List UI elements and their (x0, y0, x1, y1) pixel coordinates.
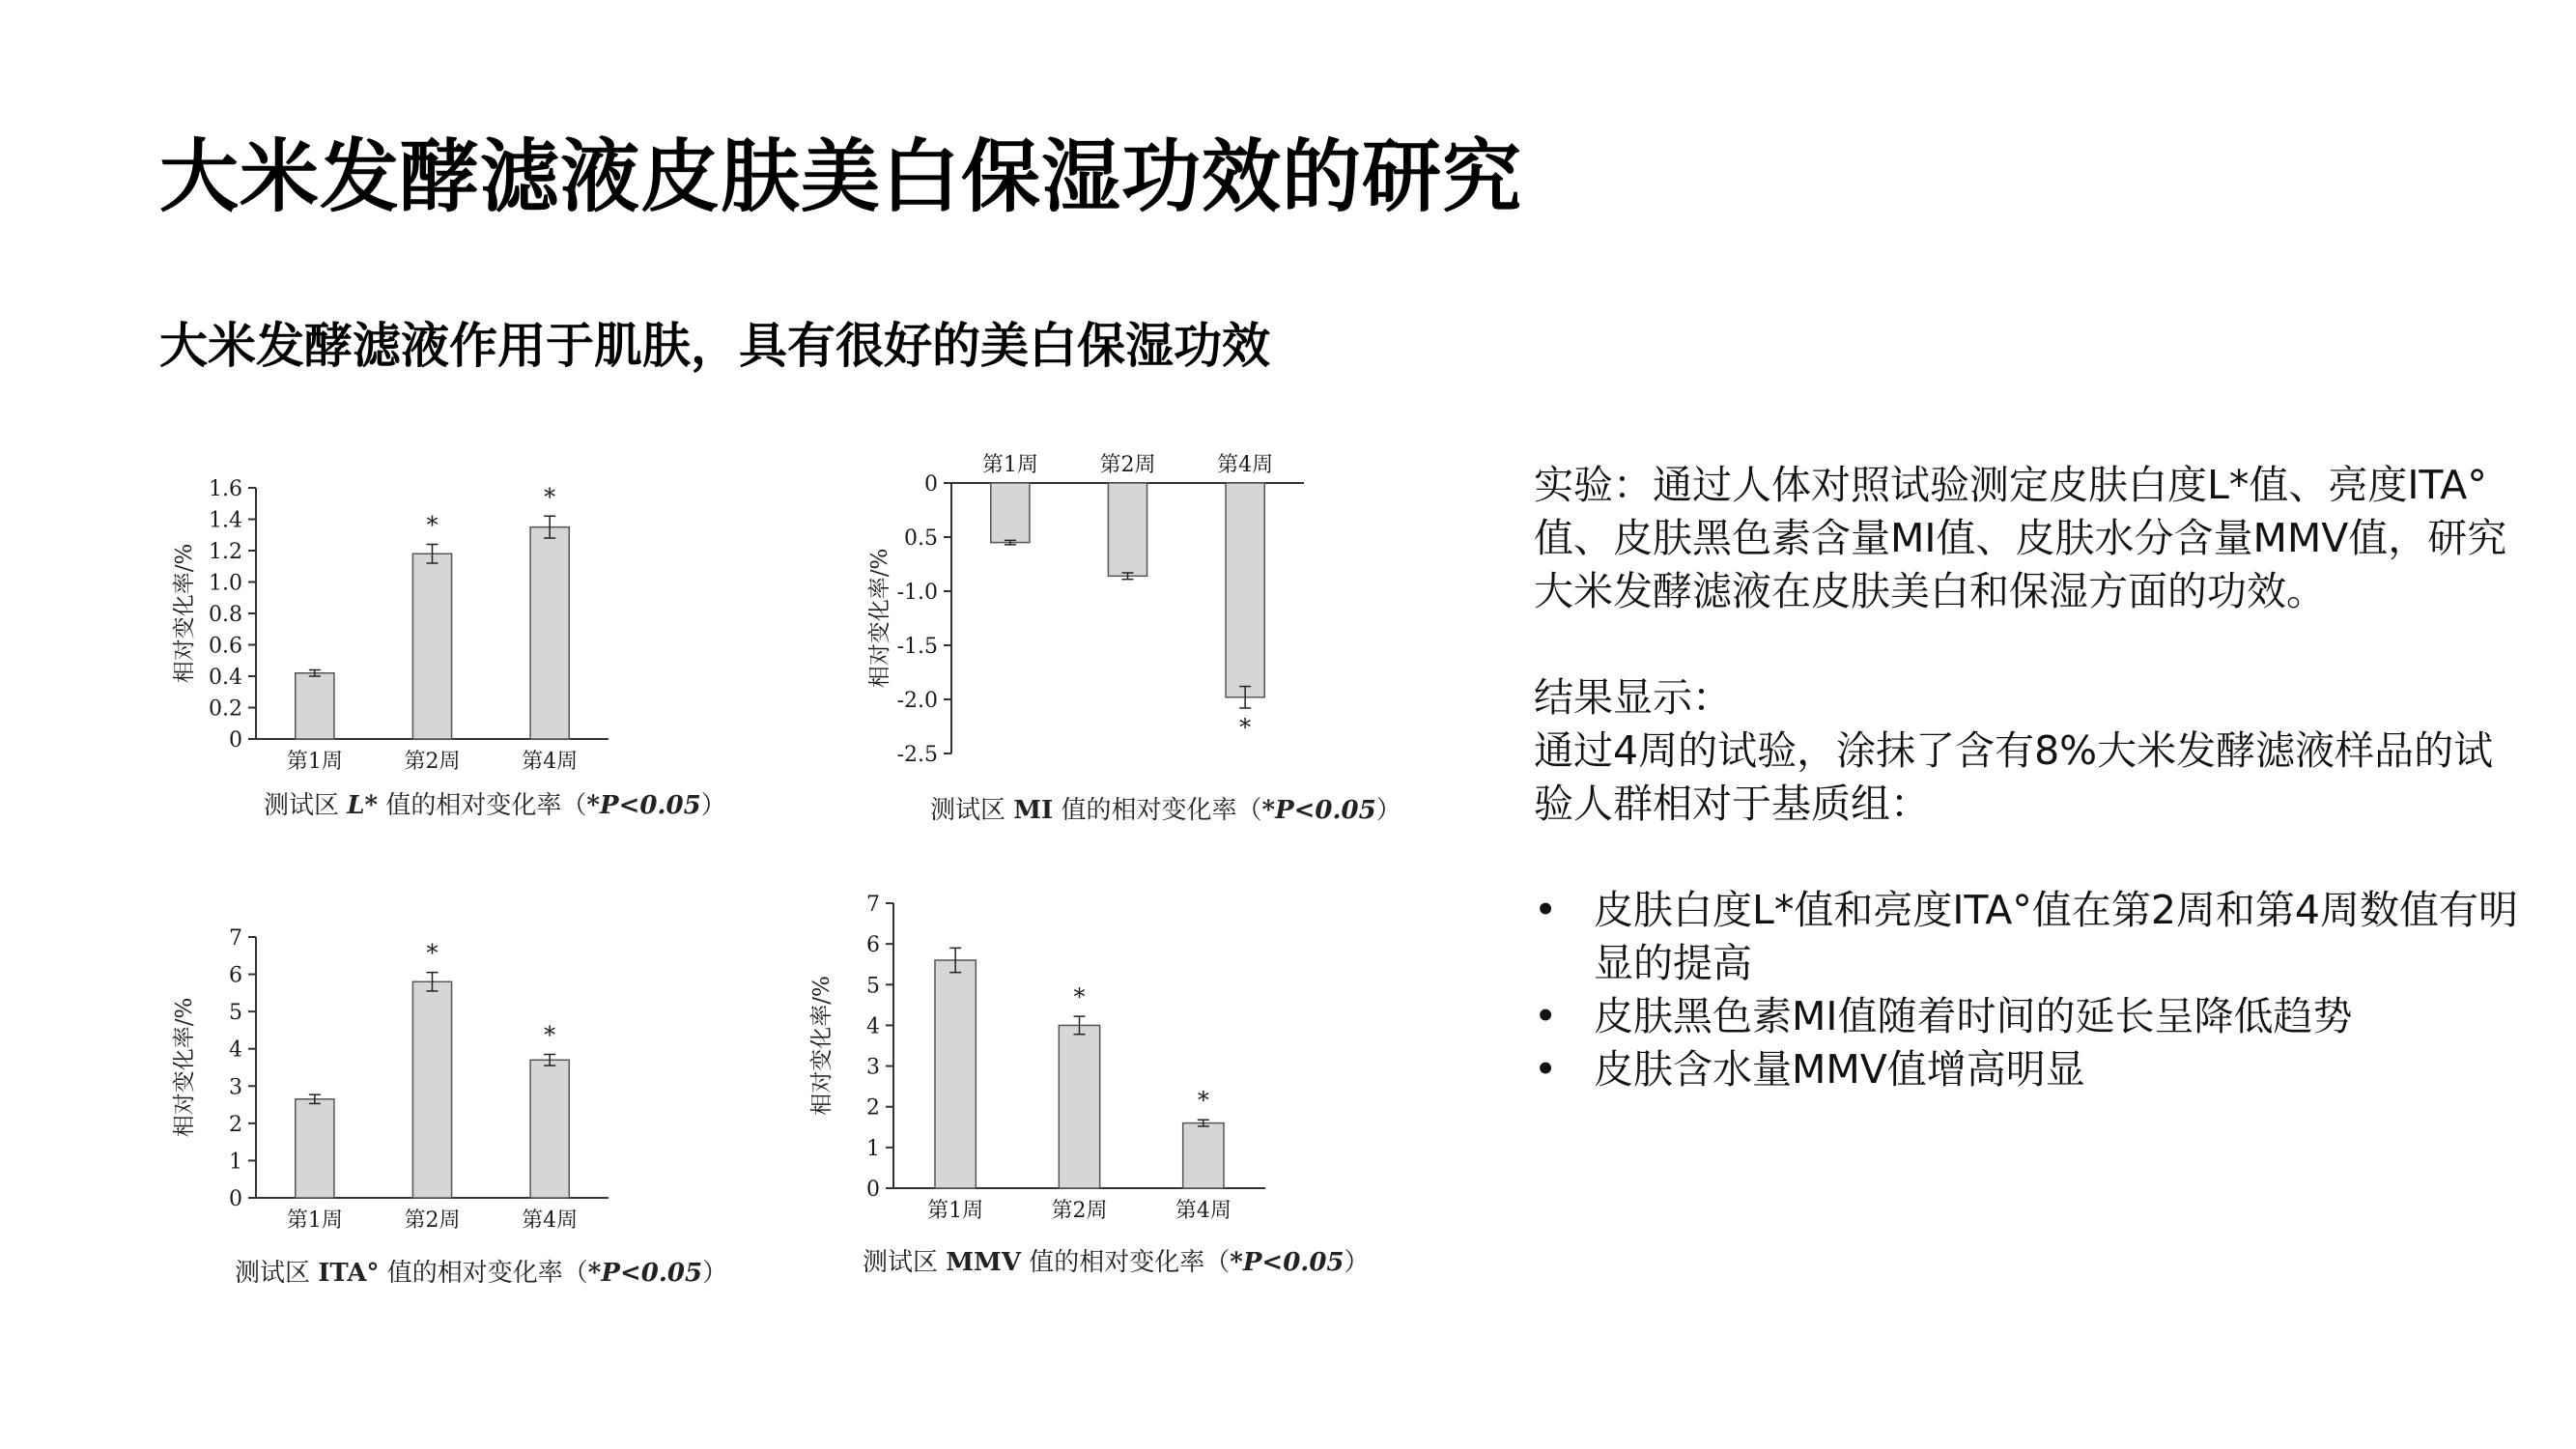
results-list (1534, 884, 2519, 1096)
chart-caption-l-value (264, 785, 726, 821)
y-tick-label: 1.0 (209, 571, 242, 596)
significance-mark: * (1197, 1087, 1209, 1115)
x-tick-label: 第4周 (522, 1208, 579, 1233)
caption-note: *P<0.05 (1230, 1248, 1345, 1277)
caption-prefix: 测试区 (235, 1259, 319, 1288)
findings-panel (1534, 459, 2519, 1096)
caption-prefix: 测试区 (264, 791, 348, 820)
list-item-text: 皮肤白度L*值和亮度ITA°值在第2周和第4周数值有明显的提高 (1594, 887, 2519, 986)
caption-metric: MMV (946, 1248, 1021, 1277)
y-tick-label: 0.2 (209, 696, 242, 722)
bullet-icon: • (1534, 993, 1558, 1039)
y-tick-label: 4 (229, 1037, 242, 1063)
bar (412, 981, 451, 1198)
caption-suffix: 值的相对变化率（ (378, 791, 587, 820)
chart-caption-mi-value (930, 790, 1401, 826)
experiment-text: 实验：通过人体对照试验测定皮肤白度L*值、亮度ITA°值、皮肤黑色素含量MI值、皮肤水分含量MMV值，研究大米发酵滤液在皮肤美白和保湿方面的功效。 (1534, 462, 2507, 614)
results-heading: 结果显示： (1534, 674, 1732, 721)
x-tick-label: 第2周 (404, 750, 461, 774)
list-item-text: 皮肤黑色素MI值随着时间的延长呈降低趋势 (1594, 993, 2353, 1039)
y-tick-label: 1 (866, 1136, 880, 1161)
y-axis-label: 相对变化率/% (172, 543, 197, 684)
caption-metric: L* (347, 791, 379, 820)
y-tick-label: 1.6 (209, 477, 242, 501)
significance-mark: * (544, 1021, 556, 1049)
y-tick-label: 0.6 (209, 634, 242, 659)
x-tick-label: 第4周 (1175, 1199, 1231, 1223)
significance-mark: * (1239, 713, 1252, 741)
chart-caption-mmv-value (863, 1242, 1370, 1278)
caption-end: ） (702, 1259, 728, 1288)
y-tick-label: 2 (866, 1095, 880, 1121)
y-tick-label: 0 (866, 1178, 880, 1202)
y-tick-label: 1.4 (209, 508, 242, 533)
caption-end: ） (1344, 1248, 1370, 1277)
bar (530, 1060, 569, 1198)
bar (296, 1099, 334, 1198)
y-tick-label: 6 (866, 933, 880, 958)
chart-caption-ita-value (235, 1253, 727, 1289)
chart-mi-value (850, 444, 1430, 792)
y-tick-label: 5 (866, 974, 880, 999)
x-tick-label: 第2周 (404, 1208, 461, 1233)
x-tick-label: 第2周 (1051, 1199, 1108, 1223)
bar (1183, 1123, 1224, 1188)
chart-mmv-value (792, 889, 1391, 1236)
y-tick-label: 5 (229, 1001, 242, 1026)
y-axis-label: 相对变化率/% (809, 976, 835, 1116)
spacer (1534, 618, 2519, 671)
x-tick-label: 第1周 (286, 1208, 343, 1233)
caption-note: *P<0.05 (1261, 796, 1376, 825)
y-tick-label: 6 (229, 963, 242, 988)
y-tick-label: 3 (229, 1075, 242, 1100)
caption-metric: ITA° (318, 1259, 380, 1288)
significance-mark: * (426, 939, 439, 967)
y-axis-label: 相对变化率/% (867, 548, 892, 689)
bar (1108, 483, 1146, 576)
significance-mark: * (1073, 983, 1086, 1011)
caption-note: *P<0.05 (586, 791, 701, 820)
y-tick-label: 7 (229, 926, 242, 951)
y-tick-label: 4 (866, 1014, 880, 1039)
caption-prefix: 测试区 (863, 1248, 947, 1277)
y-tick-label: 1 (229, 1150, 242, 1175)
y-tick-label: 1.2 (209, 540, 242, 564)
bar (530, 527, 569, 739)
caption-prefix: 测试区 (930, 796, 1014, 825)
y-axis-label: 相对变化率/% (172, 997, 197, 1138)
y-tick-label: 2 (229, 1112, 242, 1137)
bar (296, 673, 334, 739)
results-intro: 通过4周的试验，涂抹了含有8%大米发酵滤液样品的试验人群相对于基质组： (1534, 727, 2494, 827)
list-item-text: 皮肤含水量MMV值增高明显 (1594, 1046, 2085, 1093)
y-tick-label: 0.4 (209, 666, 242, 690)
y-tick-label: 0.8 (209, 603, 242, 627)
y-tick-label: -2.5 (896, 743, 938, 767)
page-subtitle: 大米发酵滤液作用于肌肤，具有很好的美白保湿功效 (159, 318, 1270, 374)
significance-mark: * (426, 511, 439, 539)
bar (1226, 483, 1264, 697)
y-tick-label: -1.5 (896, 635, 938, 659)
y-tick-label: 0.5 (904, 526, 938, 551)
y-tick-label: 0 (924, 472, 938, 497)
caption-end: ） (700, 791, 726, 820)
bar (1059, 1025, 1099, 1188)
y-tick-label: -1.0 (896, 581, 938, 605)
y-tick-label: -2.0 (896, 689, 938, 713)
caption-end: ） (1375, 796, 1401, 825)
y-tick-label: 7 (866, 893, 880, 917)
page-title: 大米发酵滤液皮肤美白保湿功效的研究 (159, 131, 1523, 223)
x-tick-label: 第4周 (522, 750, 579, 774)
x-tick-label: 第2周 (1099, 453, 1156, 477)
bar (935, 960, 976, 1188)
y-tick-label: 0 (229, 728, 242, 753)
list-item (1534, 1043, 2519, 1096)
caption-metric: MI (1013, 796, 1054, 825)
x-tick-label: 第4周 (1217, 453, 1274, 477)
chart-l-value (155, 454, 734, 782)
bar (412, 554, 451, 739)
caption-note: *P<0.05 (587, 1259, 703, 1288)
x-tick-label: 第1周 (927, 1199, 984, 1223)
caption-suffix: 值的相对变化率（ (1021, 1248, 1231, 1277)
spacer (1534, 831, 2519, 884)
bullet-icon: • (1534, 887, 1558, 933)
x-tick-label: 第1周 (286, 750, 343, 774)
y-tick-label: 3 (866, 1055, 880, 1080)
significance-mark: * (544, 483, 556, 511)
caption-suffix: 值的相对变化率（ (1053, 796, 1262, 825)
bullet-icon: • (1534, 1046, 1558, 1093)
y-tick-label: 0 (229, 1187, 242, 1211)
list-item (1534, 884, 2519, 990)
x-tick-label: 第1周 (981, 453, 1038, 477)
caption-suffix: 值的相对变化率（ (379, 1259, 588, 1288)
list-item (1534, 990, 2519, 1043)
chart-ita-value (155, 913, 734, 1241)
bar (991, 483, 1030, 543)
